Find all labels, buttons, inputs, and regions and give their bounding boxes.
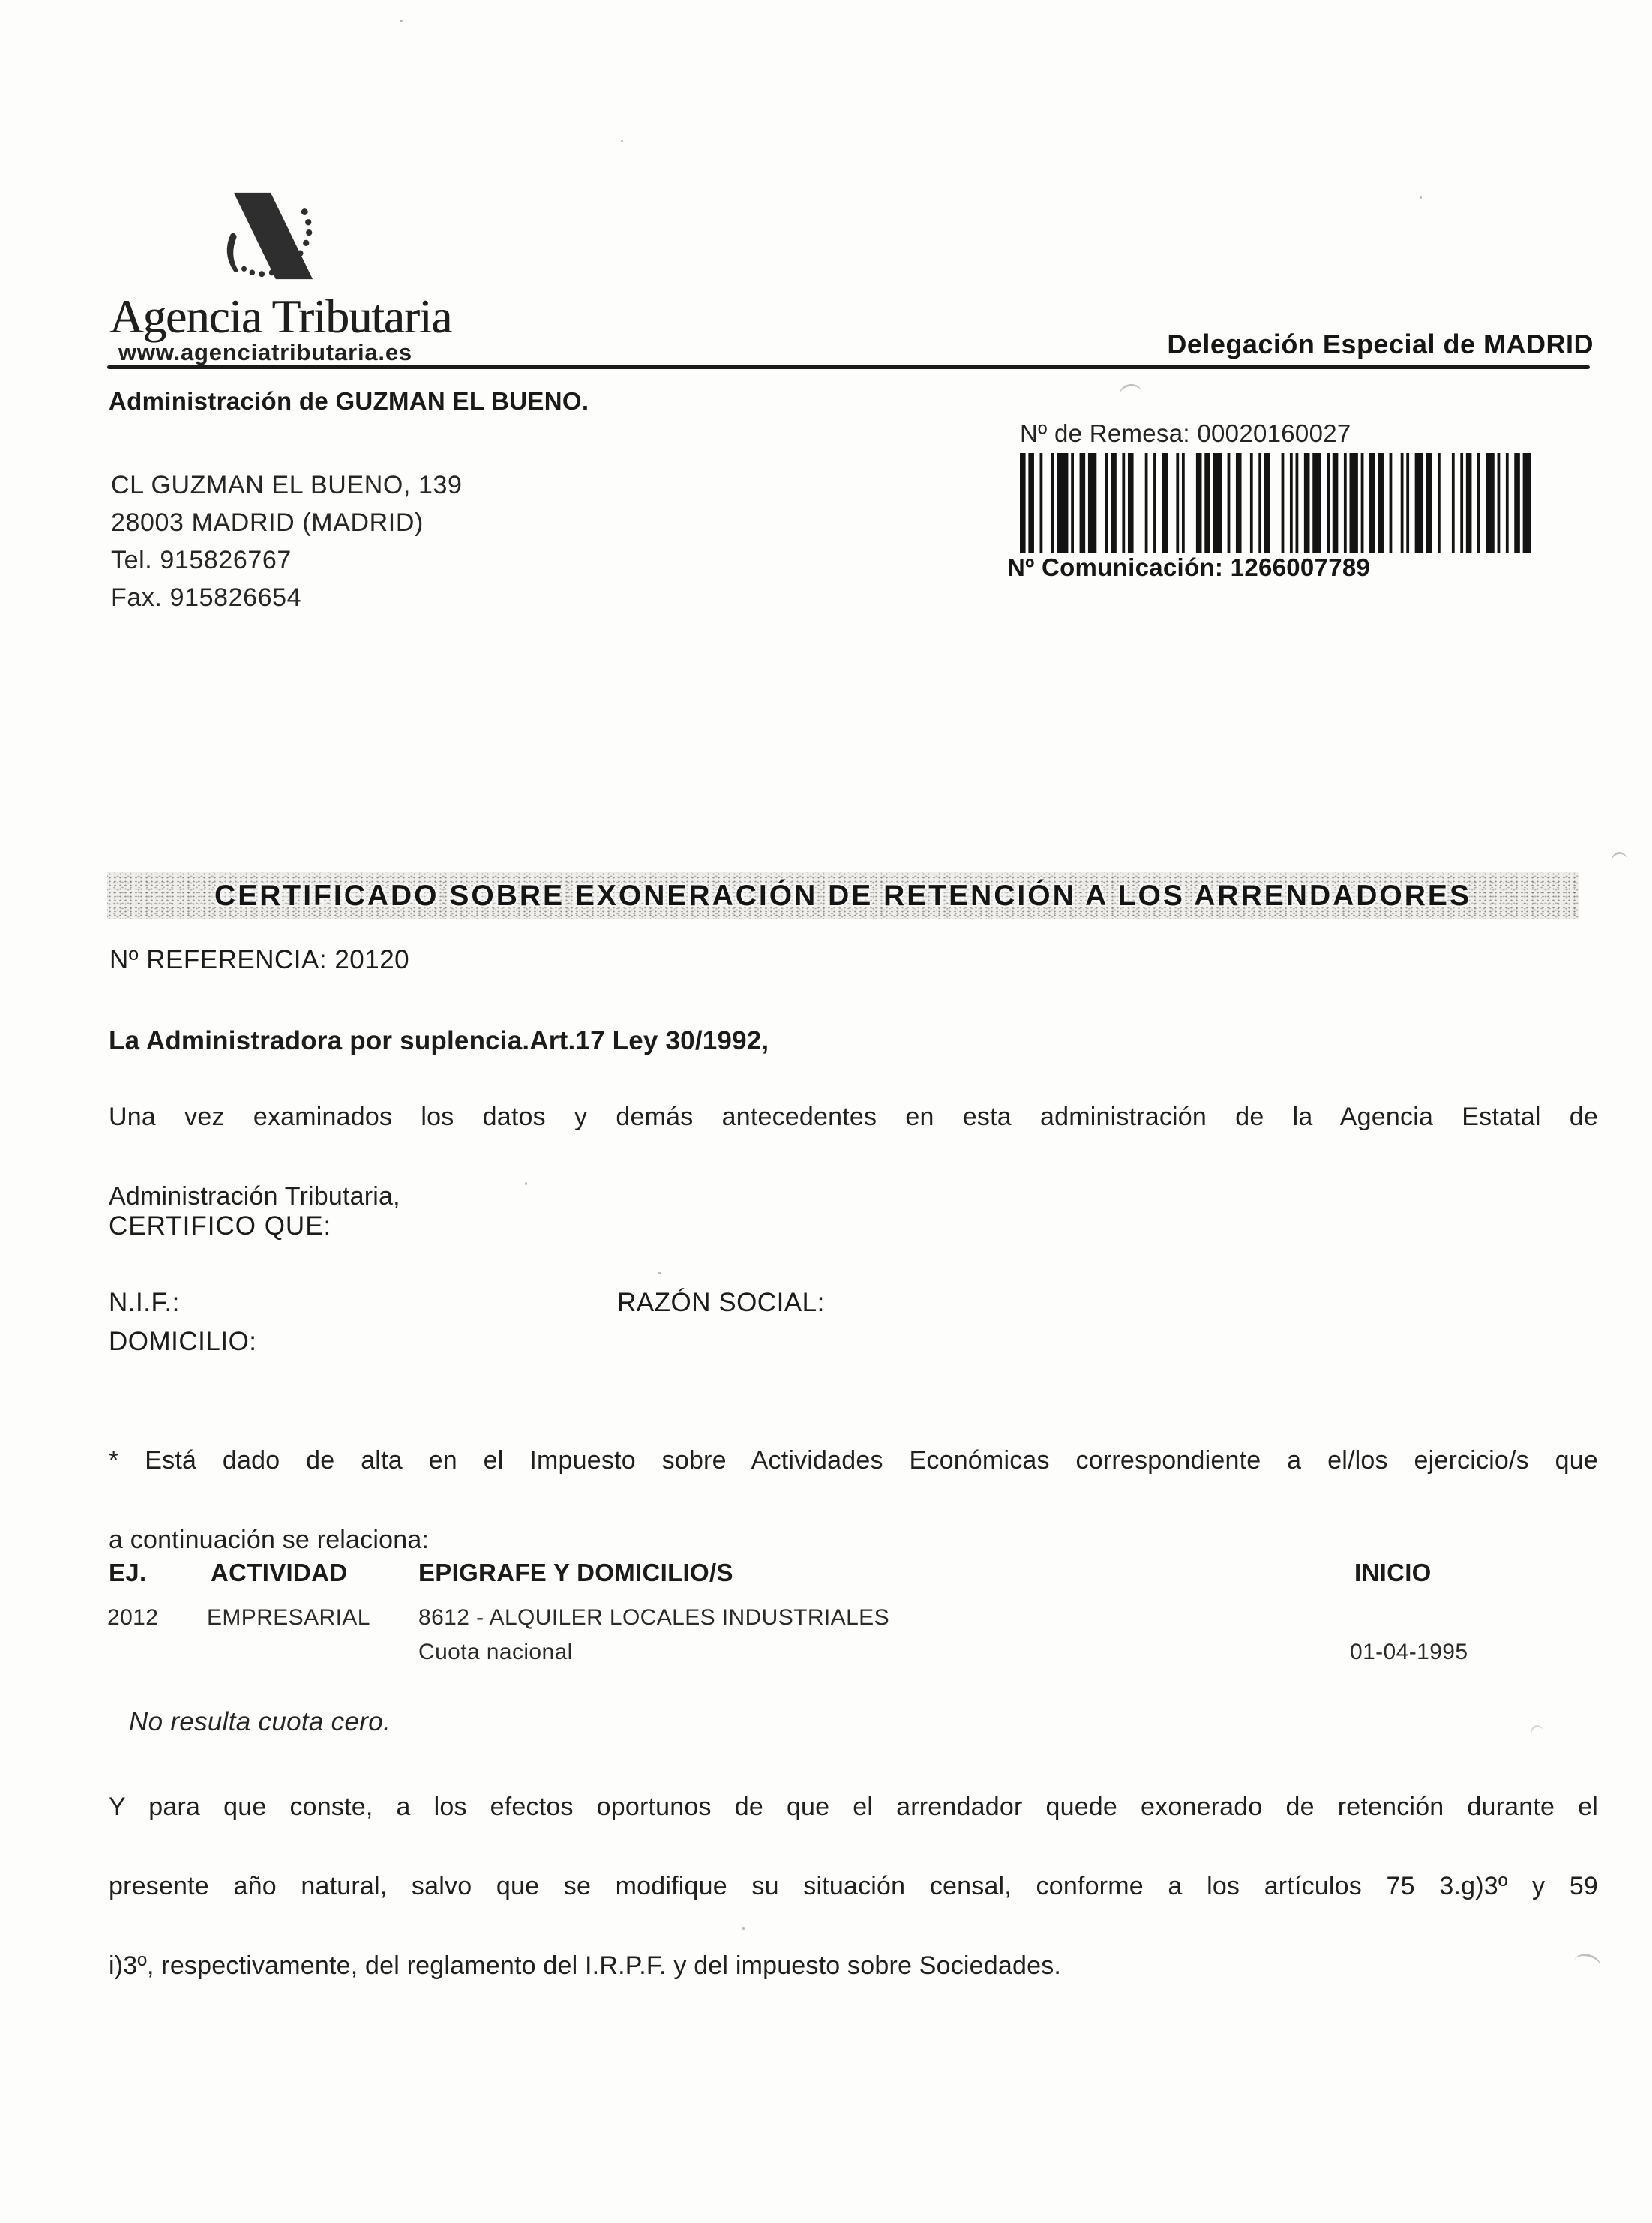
reference-number: Nº REFERENCIA: 20120 [109,945,410,974]
intro-line-2: Administración Tributaria, [109,1182,400,1210]
iae-line-2: a continuación se relaciona: [109,1526,430,1554]
header-epigrafe: EPIGRAFE Y DOMICILIO/S [418,1558,733,1586]
scan-mark [1118,382,1142,395]
signer-line: La Administradora por suplencia.Art.17 Ley 30/1992, [109,1026,769,1055]
office-name: Administración de GUZMAN EL BUENO. [109,387,589,415]
address-phone: Tel. 915826767 [111,546,292,574]
closing-line-2: presente año natural, salvo que se modifique su situación censal, conforme a los artículos 75 3.g)3º y 59 [109,1872,1598,1900]
barcode [1020,453,1531,554]
nif-razon-row [109,1288,1598,1318]
scan-speck [1420,196,1422,199]
remesa-value: 00020160027 [1197,419,1351,447]
certify-label: CERTIFICO QUE: [109,1211,332,1240]
iae-paragraph [109,1441,1598,1560]
cell-cuota: Cuota nacional [418,1640,573,1664]
header-ej: EJ. [109,1558,147,1586]
closing-line-1: Y para que conste, a los efectos oportunos de que el arrendador quede exonerado de retención durante el [109,1792,1598,1821]
razon-social-label: RAZÓN SOCIAL: [617,1288,825,1317]
certificate-title: CERTIFICADO SOBRE EXONERACIÓN DE RETENCIÓN A LOS ARRENDADORES [214,879,1471,912]
cell-ejercicio: 2012 [107,1605,159,1630]
domicilio-label: DOMICILIO: [109,1327,257,1356]
brand-url: www.agenciatributaria.es [118,339,412,365]
header-rule [107,365,1590,369]
scan-speck [525,1182,527,1185]
header-actividad: ACTIVIDAD [211,1558,348,1586]
cell-actividad: EMPRESARIAL [207,1605,370,1630]
address-street: CL GUZMAN EL BUENO, 139 [111,471,463,500]
remesa-label: Nº de Remesa: [1020,419,1190,447]
address-fax: Fax. 915826654 [111,584,302,612]
delegation-title: Delegación Especial de MADRID [1167,328,1594,359]
cell-epigrafe: 8612 - ALQUILER LOCALES INDUSTRIALES [418,1605,889,1630]
scan-speck [742,1928,745,1930]
cuota-note: No resulta cuota cero. [129,1707,391,1736]
comunicacion-value: 1266007789 [1230,554,1371,581]
intro-line-1: Una vez examinados los datos y demás antecedentes en esta administración de la Agencia Estatal de [109,1102,1598,1131]
scan-speck [658,1272,661,1274]
scan-speck [621,140,623,142]
iae-line-1: * Está dado de alta en el Impuesto sobre Actividades Económicas correspondiente a el/los ejercicio/s que [109,1446,1598,1474]
comunicacion-number [1007,554,1370,582]
scan-mark [1528,1723,1544,1736]
agencia-tributaria-logo [222,189,318,284]
closing-line-3: i)3º, respectivamente, del reglamento del I.R.P.F. y del impuesto sobre Sociedades. [109,1952,1062,1980]
intro-paragraph [109,1097,1598,1216]
scan-mark [1610,851,1628,863]
certificate-title-band [107,872,1579,920]
cell-inicio-date: 01-04-1995 [1350,1640,1468,1664]
closing-paragraph [109,1787,1598,1986]
brand-name: Agencia Tributaria [109,290,452,343]
remesa-number [1020,419,1351,448]
nif-label: N.I.F.: [109,1288,180,1317]
barcode-bars [1020,453,1531,554]
scan-speck [400,20,403,22]
address-city: 28003 MADRID (MADRID) [111,508,424,537]
header-inicio: INICIO [1354,1558,1432,1586]
comunicacion-label: Nº Comunicación: [1007,554,1224,581]
office-address-block [111,466,463,616]
